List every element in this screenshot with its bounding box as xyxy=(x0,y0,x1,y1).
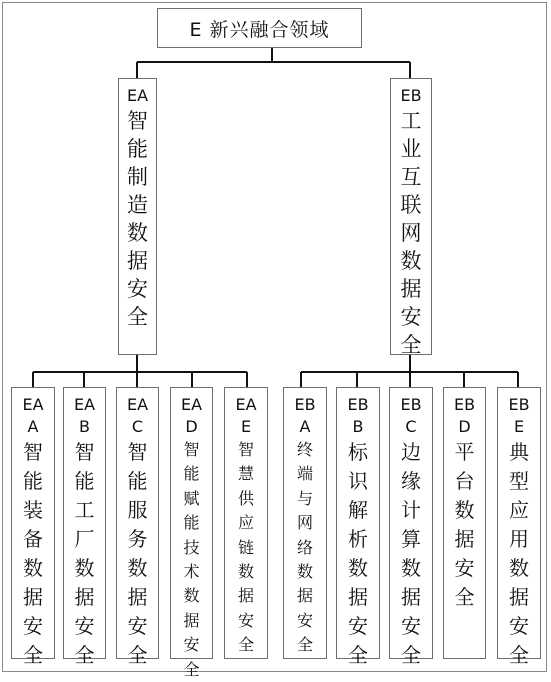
title-char: 算 xyxy=(401,527,421,551)
title-char: 全 xyxy=(237,635,254,655)
leaf-node-ebd xyxy=(443,387,486,659)
title-char: 互 xyxy=(400,165,422,189)
title-char: 平 xyxy=(454,440,475,464)
branch-node-eb xyxy=(390,78,432,355)
leaf-node-eab xyxy=(63,387,106,667)
title-char: 典 xyxy=(509,440,529,464)
title-char: 工 xyxy=(400,109,422,133)
leaf-title xyxy=(297,438,313,658)
title-char: 数 xyxy=(127,556,148,580)
title-char: 据 xyxy=(23,585,43,609)
branch-title xyxy=(401,107,422,359)
title-char: 全 xyxy=(348,643,368,667)
title-char: 能 xyxy=(183,464,200,484)
title-char: 全 xyxy=(183,659,200,679)
title-char: 智 xyxy=(23,440,43,464)
title-char: 能 xyxy=(23,469,43,493)
leaf-code: EB xyxy=(347,395,369,414)
title-char: 安 xyxy=(348,614,368,638)
title-char: 务 xyxy=(127,527,148,551)
title-char: 解 xyxy=(348,498,368,522)
title-char: 数 xyxy=(454,498,475,522)
title-char: 安 xyxy=(509,614,529,638)
title-char: 安 xyxy=(127,614,148,638)
branch-title xyxy=(127,107,148,331)
leaf-title xyxy=(401,438,421,670)
leaf-sub: D xyxy=(185,417,198,436)
title-char: 安 xyxy=(454,556,475,580)
title-char: 技 xyxy=(183,537,200,557)
title-char: 安 xyxy=(183,635,200,655)
title-char: 析 xyxy=(348,527,368,551)
leaf-sub: A xyxy=(27,417,39,436)
title-char: 据 xyxy=(237,586,254,606)
leaf-sub: B xyxy=(352,417,364,436)
title-char: 据 xyxy=(296,586,313,606)
leaf-code: EA xyxy=(73,395,96,414)
title-char: 与 xyxy=(296,488,313,508)
leaf-code: EB xyxy=(508,395,530,414)
title-char: 智 xyxy=(237,440,254,459)
leaf-code: EB xyxy=(294,395,316,414)
title-char: 台 xyxy=(454,469,475,493)
title-char: 全 xyxy=(23,643,43,667)
leaf-sub: A xyxy=(299,417,311,436)
title-char: 应 xyxy=(237,513,254,533)
title-char: 络 xyxy=(296,537,313,557)
leaf-title xyxy=(23,438,43,670)
title-char: 据 xyxy=(127,585,148,609)
title-char: 安 xyxy=(74,614,95,638)
title-char: 据 xyxy=(400,277,422,301)
leaf-sub: C xyxy=(131,417,144,436)
title-char: 数 xyxy=(74,556,95,580)
title-char: 缘 xyxy=(401,469,421,493)
title-char: 数 xyxy=(401,556,421,580)
root-node xyxy=(157,8,362,48)
branch-node-ea xyxy=(118,78,157,355)
title-char: 全 xyxy=(127,305,148,329)
leaf-sub: C xyxy=(405,417,417,436)
title-char: 据 xyxy=(348,585,368,609)
title-char: 服 xyxy=(127,498,148,522)
title-char: 供 xyxy=(237,488,254,508)
title-char: 型 xyxy=(509,469,529,493)
leaf-sub: D xyxy=(458,417,471,436)
leaf-node-ebb xyxy=(336,387,380,667)
title-char: 计 xyxy=(401,498,421,522)
title-char: 标 xyxy=(348,440,368,464)
title-char: 备 xyxy=(23,527,43,551)
leaf-title xyxy=(509,438,529,670)
leaf-node-ead xyxy=(170,387,213,679)
branch-code: EB xyxy=(400,86,422,105)
title-char: 全 xyxy=(74,643,95,667)
leaf-node-eba xyxy=(283,387,327,659)
title-char: 慧 xyxy=(237,464,254,484)
branch-code: EA xyxy=(126,86,149,105)
title-char: 应 xyxy=(509,498,529,522)
title-char: 全 xyxy=(509,643,529,667)
title-char: 数 xyxy=(348,556,368,580)
title-char: 边 xyxy=(401,440,421,464)
title-char: 安 xyxy=(127,277,148,301)
leaf-title xyxy=(183,438,199,682)
root-label: E 新兴融合领域 xyxy=(189,18,330,41)
leaf-code: EB xyxy=(400,395,422,414)
leaf-title xyxy=(238,438,254,658)
title-char: 终 xyxy=(296,440,313,459)
title-char: 能 xyxy=(74,469,95,493)
title-char: 全 xyxy=(401,643,421,667)
leaf-code: EA xyxy=(22,395,44,414)
title-char: 全 xyxy=(296,635,313,655)
leaf-sub: E xyxy=(513,417,525,436)
leaf-title xyxy=(128,438,148,670)
title-char: 据 xyxy=(401,585,421,609)
title-char: 业 xyxy=(400,137,422,161)
title-char: 端 xyxy=(296,464,313,484)
title-char: 链 xyxy=(237,537,254,557)
leaf-node-ebe xyxy=(497,387,541,667)
title-char: 厂 xyxy=(74,527,95,551)
title-char: 据 xyxy=(454,527,475,551)
title-char: 造 xyxy=(127,193,148,217)
title-char: 工 xyxy=(74,498,95,522)
title-char: 智 xyxy=(183,440,200,459)
title-char: 全 xyxy=(454,585,475,609)
title-char: 智 xyxy=(127,440,148,464)
leaf-code: EA xyxy=(126,395,149,414)
leaf-sub: B xyxy=(79,417,90,436)
leaf-node-eaa xyxy=(11,387,55,667)
leaf-node-eae xyxy=(224,387,268,659)
title-char: 安 xyxy=(237,610,254,630)
leaf-title xyxy=(75,438,95,670)
title-char: 安 xyxy=(23,614,43,638)
title-char: 数 xyxy=(23,556,43,580)
leaf-sub: E xyxy=(240,417,252,436)
title-char: 数 xyxy=(296,562,313,582)
leaf-code: EA xyxy=(180,395,203,414)
title-char: 全 xyxy=(400,333,422,357)
title-char: 识 xyxy=(348,469,368,493)
leaf-code: EB xyxy=(453,395,476,414)
leaf-title xyxy=(348,438,368,670)
title-char: 赋 xyxy=(183,488,200,508)
title-char: 数 xyxy=(127,221,148,245)
leaf-node-eac xyxy=(116,387,159,667)
title-char: 据 xyxy=(509,585,529,609)
title-char: 能 xyxy=(127,137,148,161)
title-char: 网 xyxy=(296,513,313,533)
title-char: 网 xyxy=(400,221,422,245)
title-char: 据 xyxy=(127,249,148,273)
leaf-code: EA xyxy=(235,395,257,414)
title-char: 全 xyxy=(127,643,148,667)
title-char: 数 xyxy=(509,556,529,580)
title-char: 联 xyxy=(400,193,422,217)
leaf-title xyxy=(455,438,475,612)
title-char: 安 xyxy=(400,305,422,329)
title-char: 安 xyxy=(401,614,421,638)
title-char: 术 xyxy=(183,562,200,582)
title-char: 数 xyxy=(183,586,200,606)
title-char: 制 xyxy=(127,165,148,189)
title-char: 数 xyxy=(237,562,254,582)
title-char: 据 xyxy=(74,585,95,609)
title-char: 能 xyxy=(127,469,148,493)
title-char: 安 xyxy=(296,610,313,630)
title-char: 据 xyxy=(183,610,200,630)
title-char: 智 xyxy=(127,109,148,133)
title-char: 智 xyxy=(74,440,95,464)
title-char: 装 xyxy=(23,498,43,522)
leaf-node-ebc xyxy=(389,387,433,667)
title-char: 用 xyxy=(509,527,529,551)
title-char: 数 xyxy=(400,249,422,273)
title-char: 能 xyxy=(183,513,200,533)
